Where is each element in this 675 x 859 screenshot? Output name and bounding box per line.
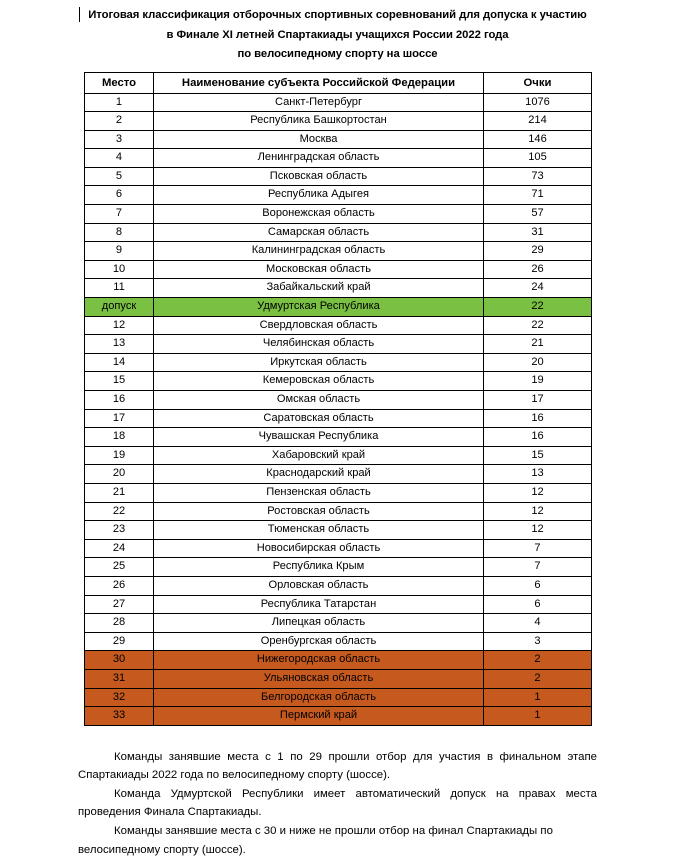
cell-subject: Белгородская область (154, 688, 484, 707)
cell-place: допуск (85, 298, 154, 317)
cell-place: 24 (85, 539, 154, 558)
table-row (85, 483, 592, 502)
cell-points: 105 (484, 149, 592, 168)
cell-subject: Челябинская область (154, 335, 484, 354)
cell-points: 12 (484, 483, 592, 502)
cell-place: 27 (85, 595, 154, 614)
table-row (85, 167, 592, 186)
cell-subject: Кемеровская область (154, 372, 484, 391)
table-row (85, 595, 592, 614)
cell-points: 13 (484, 465, 592, 484)
table-row (85, 316, 592, 335)
cell-place: 15 (85, 372, 154, 391)
table-row (85, 502, 592, 521)
cell-points: 22 (484, 298, 592, 317)
table-row (85, 651, 592, 670)
cell-place: 25 (85, 558, 154, 577)
cell-place: 30 (85, 651, 154, 670)
cell-subject: Санкт-Петербург (154, 93, 484, 112)
cell-points: 6 (484, 576, 592, 595)
cell-points: 1 (484, 707, 592, 726)
cell-points: 16 (484, 428, 592, 447)
cell-subject: Саратовская область (154, 409, 484, 428)
cell-subject: Республика Башкортостан (154, 112, 484, 131)
page-title-line-3: по велосипедному спорту на шоссе (237, 48, 438, 60)
cell-subject: Иркутская область (154, 353, 484, 372)
table-header-row (85, 72, 592, 93)
note-qualified: Команды занявшие места с 1 по 29 прошли отбор для участия в финальном этапе Спартакиады 2022 года по велосипедному спорту (шоссе). (78, 750, 597, 782)
cell-place: 17 (85, 409, 154, 428)
table-row (85, 446, 592, 465)
cell-points: 22 (484, 316, 592, 335)
cell-place: 4 (85, 149, 154, 168)
table-row (85, 409, 592, 428)
table-row (85, 353, 592, 372)
table-row (85, 614, 592, 633)
cell-points: 20 (484, 353, 592, 372)
table-row (85, 428, 592, 447)
cell-place: 31 (85, 669, 154, 688)
cell-subject: Свердловская область (154, 316, 484, 335)
cell-place: 11 (85, 279, 154, 298)
cell-place: 8 (85, 223, 154, 242)
cell-subject: Чувашская Республика (154, 428, 484, 447)
cell-subject: Московская область (154, 260, 484, 279)
cell-place: 14 (85, 353, 154, 372)
cell-subject: Новосибирская область (154, 539, 484, 558)
table-row (85, 688, 592, 707)
cell-subject: Пензенская область (154, 483, 484, 502)
footer-notes (78, 748, 597, 859)
table-row (85, 335, 592, 354)
table-row (85, 260, 592, 279)
cell-subject: Орловская область (154, 576, 484, 595)
cell-place: 12 (85, 316, 154, 335)
rankings-table (84, 72, 592, 726)
table-row (85, 669, 592, 688)
cell-subject: Воронежская область (154, 205, 484, 224)
page-title-line-1: Итоговая классификация отборочных спортивных соревнований для допуска к участию (88, 9, 587, 21)
cell-points: 6 (484, 595, 592, 614)
cell-subject: Тюменская область (154, 521, 484, 540)
cell-points: 12 (484, 521, 592, 540)
table-row (85, 130, 592, 149)
table-row (85, 558, 592, 577)
cell-place: 18 (85, 428, 154, 447)
cell-points: 1076 (484, 93, 592, 112)
cell-points: 26 (484, 260, 592, 279)
cell-subject: Пермский край (154, 707, 484, 726)
cell-subject: Псковская область (154, 167, 484, 186)
cell-points: 31 (484, 223, 592, 242)
text-caret (79, 7, 80, 22)
cell-place: 2 (85, 112, 154, 131)
cell-subject: Самарская область (154, 223, 484, 242)
cell-place: 5 (85, 167, 154, 186)
cell-subject: Хабаровский край (154, 446, 484, 465)
cell-place: 19 (85, 446, 154, 465)
cell-place: 7 (85, 205, 154, 224)
cell-subject: Оренбургская область (154, 632, 484, 651)
table-row (85, 391, 592, 410)
cell-place: 23 (85, 521, 154, 540)
cell-subject: Ульяновская область (154, 669, 484, 688)
cell-points: 2 (484, 669, 592, 688)
column-header-place: Место (85, 72, 154, 93)
cell-subject: Ростовская область (154, 502, 484, 521)
cell-place: 33 (85, 707, 154, 726)
table-row (85, 242, 592, 261)
cell-subject: Республика Татарстан (154, 595, 484, 614)
cell-subject: Москва (154, 130, 484, 149)
cell-points: 24 (484, 279, 592, 298)
cell-points: 57 (484, 205, 592, 224)
cell-subject: Республика Адыгея (154, 186, 484, 205)
cell-points: 21 (484, 335, 592, 354)
table-row (85, 149, 592, 168)
note-not-qualified: Команды занявшие места с 30 и ниже не прошли отбор на финал Спартакиады по велосипедному спорту (шоссе). (78, 825, 553, 856)
cell-points: 1 (484, 688, 592, 707)
table-row (85, 521, 592, 540)
cell-place: 21 (85, 483, 154, 502)
cell-points: 71 (484, 186, 592, 205)
table-row (85, 223, 592, 242)
table-header (85, 72, 592, 93)
cell-points: 7 (484, 539, 592, 558)
table-body (85, 93, 592, 725)
cell-place: 28 (85, 614, 154, 633)
cell-subject: Ленинградская область (154, 149, 484, 168)
table-row (85, 205, 592, 224)
cell-points: 12 (484, 502, 592, 521)
table-row (85, 298, 592, 317)
cell-subject: Липецкая область (154, 614, 484, 633)
table-row (85, 632, 592, 651)
cell-points: 4 (484, 614, 592, 633)
cell-place: 3 (85, 130, 154, 149)
cell-place: 10 (85, 260, 154, 279)
cell-place: 13 (85, 335, 154, 354)
column-header-points: Очки (484, 72, 592, 93)
cell-place: 20 (85, 465, 154, 484)
cell-subject: Забайкальский край (154, 279, 484, 298)
cell-subject: Омская область (154, 391, 484, 410)
cell-place: 6 (85, 186, 154, 205)
cell-place: 26 (85, 576, 154, 595)
cell-points: 15 (484, 446, 592, 465)
cell-subject: Республика Крым (154, 558, 484, 577)
cell-place: 32 (85, 688, 154, 707)
cell-place: 29 (85, 632, 154, 651)
cell-subject: Калининградская область (154, 242, 484, 261)
cell-points: 19 (484, 372, 592, 391)
cell-points: 146 (484, 130, 592, 149)
cell-subject: Удмуртская Республика (154, 298, 484, 317)
cell-place: 22 (85, 502, 154, 521)
cell-points: 29 (484, 242, 592, 261)
cell-place: 16 (85, 391, 154, 410)
cell-subject: Краснодарский край (154, 465, 484, 484)
cell-points: 3 (484, 632, 592, 651)
table-row (85, 279, 592, 298)
note-host-entry: Команда Удмуртской Республики имеет автоматический допуск на правах места проведения Финала Спартакиады. (78, 787, 597, 819)
page-title-line-2: в Финале XI летней Спартакиады учащихся России 2022 года (166, 28, 509, 41)
cell-points: 16 (484, 409, 592, 428)
cell-place: 1 (85, 93, 154, 112)
table-row (85, 707, 592, 726)
cell-points: 2 (484, 651, 592, 670)
table-row (85, 186, 592, 205)
cell-place: 9 (85, 242, 154, 261)
table-row (85, 576, 592, 595)
column-header-subject: Наименование субъекта Российской Федерации (154, 72, 484, 93)
cell-points: 17 (484, 391, 592, 410)
cell-points: 73 (484, 167, 592, 186)
table-row (85, 93, 592, 112)
table-row (85, 539, 592, 558)
cell-points: 214 (484, 112, 592, 131)
page-title (0, 0, 675, 65)
table-row (85, 372, 592, 391)
table-row (85, 112, 592, 131)
cell-subject: Нижегородская область (154, 651, 484, 670)
rankings-table-container (0, 65, 675, 726)
table-row (85, 465, 592, 484)
cell-points: 7 (484, 558, 592, 577)
